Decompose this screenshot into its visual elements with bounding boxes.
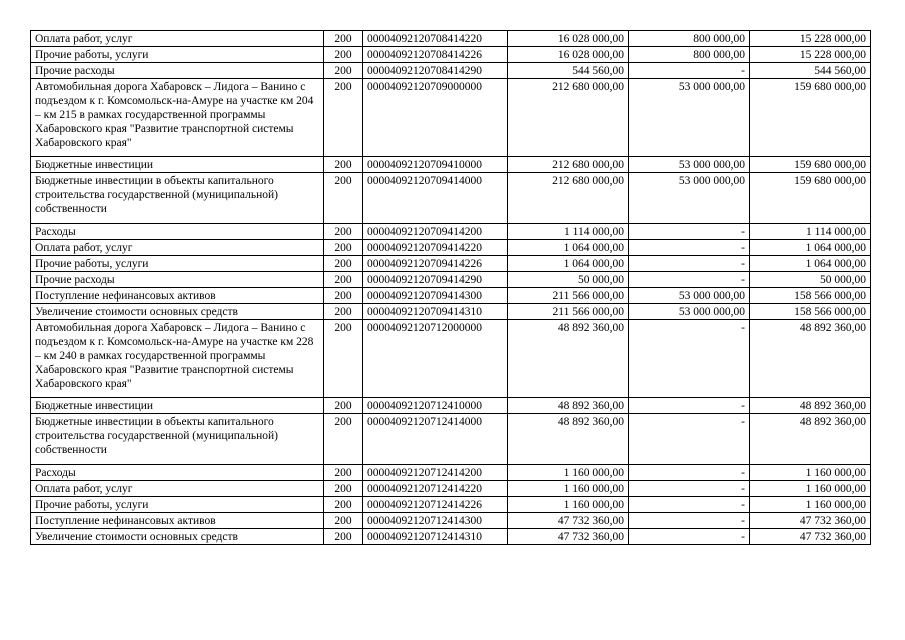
row-approved-cell: 16 028 000,00 xyxy=(508,47,629,63)
row-kbk-cell: 00004092120709414226 xyxy=(363,256,508,272)
row-name-cell: Прочие работы, услуги xyxy=(31,497,324,513)
row-executed-cell: - xyxy=(629,240,750,256)
row-code-cell: 200 xyxy=(324,288,363,304)
table-row xyxy=(31,157,871,173)
row-executed-cell: - xyxy=(629,414,750,465)
row-approved-cell: 544 560,00 xyxy=(508,63,629,79)
row-code-cell: 200 xyxy=(324,224,363,240)
table-row xyxy=(31,79,871,157)
row-kbk-cell: 00004092120709414300 xyxy=(363,288,508,304)
row-remaining-cell: 159 680 000,00 xyxy=(750,173,871,224)
row-name-cell: Прочие работы, услуги xyxy=(31,47,324,63)
row-code-cell: 200 xyxy=(324,304,363,320)
row-kbk-cell: 00004092120712000000 xyxy=(363,320,508,398)
row-name-cell: Автомобильная дорога Хабаровск – Лидога – Ванино с подъездом к г. Комсомольск-на-Амуре на участке км 204 – км 215 в рамках государственной программы Хабаровского края "Развитие транспортной системы Хабаровского края" xyxy=(31,79,324,157)
row-kbk-cell: 00004092120712414200 xyxy=(363,465,508,481)
row-kbk-cell: 00004092120708414226 xyxy=(363,47,508,63)
row-approved-cell: 1 114 000,00 xyxy=(508,224,629,240)
row-approved-cell: 48 892 360,00 xyxy=(508,414,629,465)
row-kbk-cell: 00004092120709414200 xyxy=(363,224,508,240)
row-name-cell: Поступление нефинансовых активов xyxy=(31,513,324,529)
row-executed-cell: 53 000 000,00 xyxy=(629,79,750,157)
row-code-cell: 200 xyxy=(324,173,363,224)
row-executed-cell: - xyxy=(629,224,750,240)
row-approved-cell: 212 680 000,00 xyxy=(508,173,629,224)
row-kbk-cell: 00004092120709000000 xyxy=(363,79,508,157)
row-code-cell: 200 xyxy=(324,414,363,465)
row-remaining-cell: 48 892 360,00 xyxy=(750,320,871,398)
row-code-cell: 200 xyxy=(324,465,363,481)
row-remaining-cell: 50 000,00 xyxy=(750,272,871,288)
row-kbk-cell: 00004092120712414310 xyxy=(363,529,508,545)
row-name-cell: Бюджетные инвестиции в объекты капитального строительства государственной (муниципальной) собственности xyxy=(31,173,324,224)
row-executed-cell: 53 000 000,00 xyxy=(629,304,750,320)
row-name-cell: Бюджетные инвестиции в объекты капитального строительства государственной (муниципальной) собственности xyxy=(31,414,324,465)
row-code-cell: 200 xyxy=(324,320,363,398)
row-kbk-cell: 00004092120712414226 xyxy=(363,497,508,513)
row-code-cell: 200 xyxy=(324,157,363,173)
row-remaining-cell: 47 732 360,00 xyxy=(750,529,871,545)
table-row xyxy=(31,465,871,481)
row-executed-cell: - xyxy=(629,398,750,414)
table-row xyxy=(31,398,871,414)
row-name-cell: Оплата работ, услуг xyxy=(31,481,324,497)
row-remaining-cell: 15 228 000,00 xyxy=(750,31,871,47)
row-executed-cell: - xyxy=(629,481,750,497)
row-name-cell: Бюджетные инвестиции xyxy=(31,157,324,173)
row-remaining-cell: 1 160 000,00 xyxy=(750,481,871,497)
row-remaining-cell: 159 680 000,00 xyxy=(750,79,871,157)
table-row xyxy=(31,513,871,529)
row-approved-cell: 1 160 000,00 xyxy=(508,481,629,497)
row-name-cell: Автомобильная дорога Хабаровск – Лидога – Ванино с подъездом к г. Комсомольск-на-Амуре на участке км 228 – км 240 в рамках государственной программы Хабаровского края "Развитие транспортной системы Хабаровского края" xyxy=(31,320,324,398)
table-row xyxy=(31,288,871,304)
table-row xyxy=(31,497,871,513)
row-kbk-cell: 00004092120708414220 xyxy=(363,31,508,47)
row-name-cell: Прочие расходы xyxy=(31,63,324,79)
row-approved-cell: 47 732 360,00 xyxy=(508,513,629,529)
row-code-cell: 200 xyxy=(324,513,363,529)
row-remaining-cell: 1 160 000,00 xyxy=(750,465,871,481)
budget-table-body xyxy=(31,31,871,545)
row-code-cell: 200 xyxy=(324,272,363,288)
row-approved-cell: 48 892 360,00 xyxy=(508,320,629,398)
row-name-cell: Расходы xyxy=(31,224,324,240)
row-remaining-cell: 47 732 360,00 xyxy=(750,513,871,529)
row-executed-cell: - xyxy=(629,465,750,481)
row-approved-cell: 1 064 000,00 xyxy=(508,240,629,256)
table-row xyxy=(31,31,871,47)
row-code-cell: 200 xyxy=(324,47,363,63)
row-approved-cell: 211 566 000,00 xyxy=(508,304,629,320)
table-row xyxy=(31,272,871,288)
row-kbk-cell: 00004092120712414220 xyxy=(363,481,508,497)
table-row xyxy=(31,414,871,465)
row-code-cell: 200 xyxy=(324,79,363,157)
row-code-cell: 200 xyxy=(324,481,363,497)
row-approved-cell: 211 566 000,00 xyxy=(508,288,629,304)
row-remaining-cell: 48 892 360,00 xyxy=(750,398,871,414)
row-code-cell: 200 xyxy=(324,497,363,513)
row-remaining-cell: 158 566 000,00 xyxy=(750,288,871,304)
row-approved-cell: 1 064 000,00 xyxy=(508,256,629,272)
row-name-cell: Оплата работ, услуг xyxy=(31,240,324,256)
table-row xyxy=(31,63,871,79)
row-remaining-cell: 48 892 360,00 xyxy=(750,414,871,465)
row-kbk-cell: 00004092120709414290 xyxy=(363,272,508,288)
row-name-cell: Прочие расходы xyxy=(31,272,324,288)
row-approved-cell: 212 680 000,00 xyxy=(508,157,629,173)
row-executed-cell: - xyxy=(629,256,750,272)
row-name-cell: Прочие работы, услуги xyxy=(31,256,324,272)
table-row xyxy=(31,224,871,240)
row-code-cell: 200 xyxy=(324,31,363,47)
row-name-cell: Увеличение стоимости основных средств xyxy=(31,304,324,320)
row-name-cell: Оплата работ, услуг xyxy=(31,31,324,47)
row-executed-cell: - xyxy=(629,529,750,545)
budget-table xyxy=(30,30,871,545)
table-row xyxy=(31,240,871,256)
row-executed-cell: - xyxy=(629,272,750,288)
row-kbk-cell: 00004092120709414310 xyxy=(363,304,508,320)
row-kbk-cell: 00004092120709410000 xyxy=(363,157,508,173)
row-executed-cell: 53 000 000,00 xyxy=(629,288,750,304)
row-approved-cell: 16 028 000,00 xyxy=(508,31,629,47)
row-remaining-cell: 1 064 000,00 xyxy=(750,240,871,256)
row-approved-cell: 212 680 000,00 xyxy=(508,79,629,157)
row-executed-cell: - xyxy=(629,63,750,79)
row-approved-cell: 47 732 360,00 xyxy=(508,529,629,545)
table-row xyxy=(31,320,871,398)
row-code-cell: 200 xyxy=(324,398,363,414)
row-name-cell: Бюджетные инвестиции xyxy=(31,398,324,414)
row-remaining-cell: 1 064 000,00 xyxy=(750,256,871,272)
table-row xyxy=(31,304,871,320)
row-executed-cell: - xyxy=(629,513,750,529)
row-approved-cell: 50 000,00 xyxy=(508,272,629,288)
row-name-cell: Расходы xyxy=(31,465,324,481)
row-name-cell: Увеличение стоимости основных средств xyxy=(31,529,324,545)
row-remaining-cell: 159 680 000,00 xyxy=(750,157,871,173)
row-kbk-cell: 00004092120712414300 xyxy=(363,513,508,529)
row-code-cell: 200 xyxy=(324,529,363,545)
row-kbk-cell: 00004092120712414000 xyxy=(363,414,508,465)
row-remaining-cell: 544 560,00 xyxy=(750,63,871,79)
row-kbk-cell: 00004092120709414000 xyxy=(363,173,508,224)
row-kbk-cell: 00004092120712410000 xyxy=(363,398,508,414)
row-approved-cell: 48 892 360,00 xyxy=(508,398,629,414)
row-name-cell: Поступление нефинансовых активов xyxy=(31,288,324,304)
row-kbk-cell: 00004092120708414290 xyxy=(363,63,508,79)
table-row xyxy=(31,47,871,63)
row-remaining-cell: 15 228 000,00 xyxy=(750,47,871,63)
row-code-cell: 200 xyxy=(324,256,363,272)
row-executed-cell: 53 000 000,00 xyxy=(629,157,750,173)
table-row xyxy=(31,481,871,497)
row-approved-cell: 1 160 000,00 xyxy=(508,497,629,513)
row-executed-cell: 53 000 000,00 xyxy=(629,173,750,224)
table-row xyxy=(31,173,871,224)
row-approved-cell: 1 160 000,00 xyxy=(508,465,629,481)
row-executed-cell: - xyxy=(629,320,750,398)
row-executed-cell: - xyxy=(629,497,750,513)
row-remaining-cell: 1 160 000,00 xyxy=(750,497,871,513)
row-code-cell: 200 xyxy=(324,63,363,79)
row-code-cell: 200 xyxy=(324,240,363,256)
table-row xyxy=(31,256,871,272)
row-kbk-cell: 00004092120709414220 xyxy=(363,240,508,256)
row-remaining-cell: 158 566 000,00 xyxy=(750,304,871,320)
row-executed-cell: 800 000,00 xyxy=(629,47,750,63)
row-executed-cell: 800 000,00 xyxy=(629,31,750,47)
table-row xyxy=(31,529,871,545)
row-remaining-cell: 1 114 000,00 xyxy=(750,224,871,240)
